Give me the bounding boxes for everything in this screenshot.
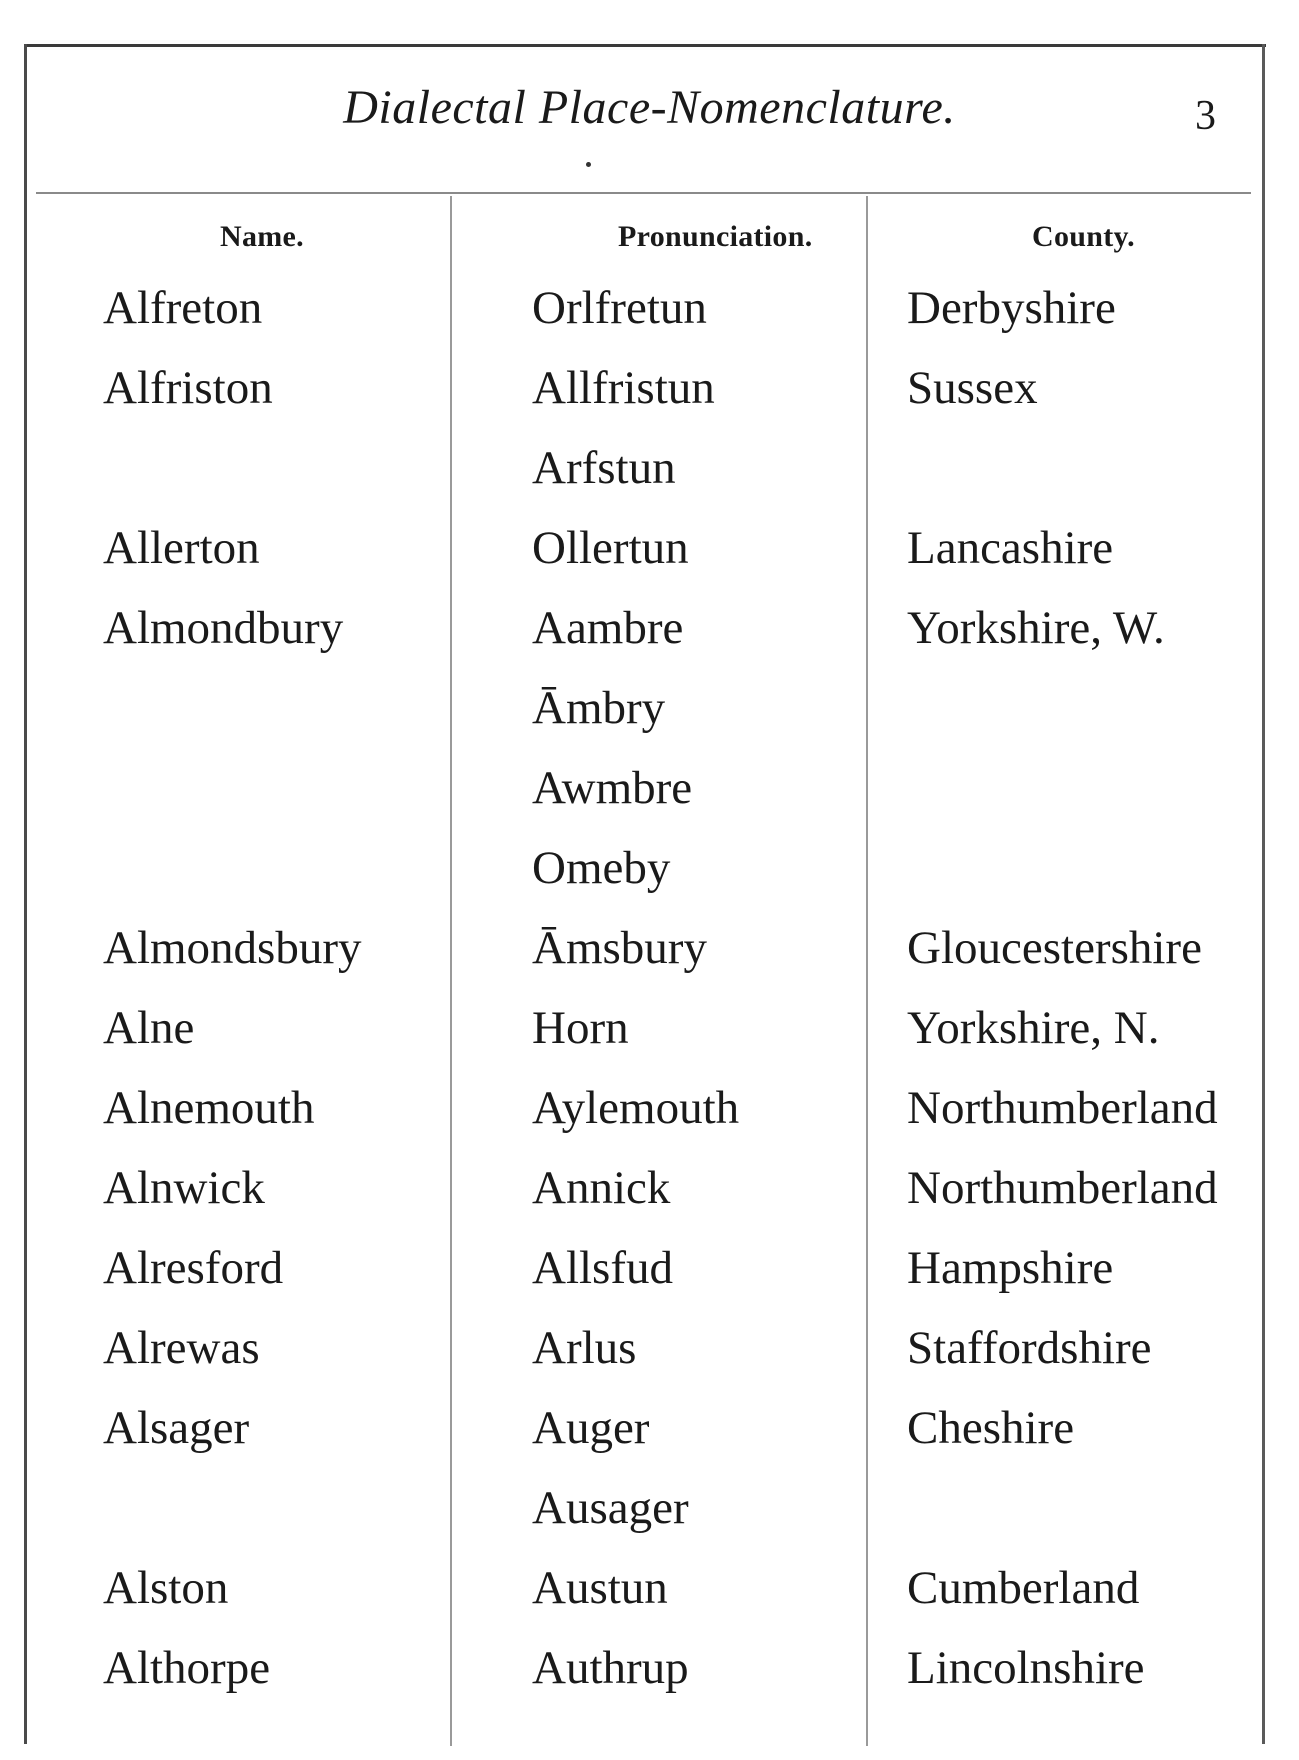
column-header-pronunciation: Pronunciation. — [618, 220, 813, 253]
place-name: Alrewas — [103, 1322, 260, 1374]
place-pronunciation: Ollertun — [532, 522, 689, 574]
place-county: Northumberland — [907, 1082, 1218, 1134]
table-row — [0, 348, 1299, 428]
place-pronunciation: Orlfretun — [532, 282, 707, 334]
table-row — [0, 1468, 1299, 1548]
place-pronunciation: Arfstun — [532, 442, 676, 494]
table-row — [0, 1228, 1299, 1308]
place-name: Alfriston — [103, 362, 273, 414]
place-name: Alne — [103, 1002, 195, 1054]
stray-dot-mark — [586, 162, 591, 167]
place-county: Northumberland — [907, 1162, 1218, 1214]
page-number: 3 — [1195, 93, 1216, 139]
table-row — [0, 668, 1299, 748]
running-title: Dialectal Place-Nomenclature. — [343, 81, 956, 134]
place-pronunciation: Authrup — [532, 1642, 689, 1694]
table-row — [0, 428, 1299, 508]
place-name: Althorpe — [103, 1642, 271, 1694]
place-pronunciation: Awmbre — [532, 762, 693, 814]
table-row — [0, 508, 1299, 588]
place-county: Gloucestershire — [907, 922, 1202, 974]
place-pronunciation: Allfristun — [532, 362, 715, 414]
place-name: Almondbury — [103, 602, 344, 654]
place-name: Allerton — [103, 522, 260, 574]
table-row — [0, 1628, 1299, 1708]
table-row — [0, 1308, 1299, 1388]
table-row — [0, 1548, 1299, 1628]
place-pronunciation: Omeby — [532, 842, 671, 894]
place-name: Alnemouth — [103, 1082, 315, 1134]
place-pronunciation: Aambre — [532, 602, 684, 654]
column-header-name: Name. — [220, 220, 304, 253]
place-pronunciation: Ausager — [532, 1482, 689, 1534]
place-name: Alnwick — [103, 1162, 265, 1214]
place-name: Almondsbury — [103, 922, 362, 974]
place-county: Sussex — [907, 362, 1038, 414]
place-name: Alston — [103, 1562, 229, 1614]
place-table — [0, 268, 1299, 1708]
place-county: Staffordshire — [907, 1322, 1152, 1374]
place-name: Alresford — [103, 1242, 284, 1294]
table-row — [0, 268, 1299, 348]
place-pronunciation: Austun — [532, 1562, 668, 1614]
table-row — [0, 1068, 1299, 1148]
table-row — [0, 908, 1299, 988]
table-row — [0, 588, 1299, 668]
table-row — [0, 988, 1299, 1068]
place-county: Yorkshire, N. — [907, 1002, 1160, 1054]
place-pronunciation: Āmbry — [532, 682, 666, 734]
frame-top-rule — [26, 44, 1266, 47]
place-county: Lancashire — [907, 522, 1114, 574]
column-header-county: County. — [1032, 220, 1135, 253]
place-pronunciation: Arlus — [532, 1322, 637, 1374]
place-pronunciation: Auger — [532, 1402, 650, 1454]
place-county: Lincolnshire — [907, 1642, 1145, 1694]
place-pronunciation: Annick — [532, 1162, 671, 1214]
place-county: Cheshire — [907, 1402, 1075, 1454]
place-pronunciation: Aylemouth — [532, 1082, 740, 1134]
table-row — [0, 828, 1299, 908]
table-row — [0, 748, 1299, 828]
table-row — [0, 1148, 1299, 1228]
place-county: Cumberland — [907, 1562, 1140, 1614]
header-rule — [36, 192, 1251, 194]
place-pronunciation: Āmsbury — [532, 922, 707, 974]
place-name: Alsager — [103, 1402, 250, 1454]
place-pronunciation: Allsfud — [532, 1242, 673, 1294]
place-county: Yorkshire, W. — [907, 602, 1165, 654]
place-county: Hampshire — [907, 1242, 1114, 1294]
table-row — [0, 1388, 1299, 1468]
place-pronunciation: Horn — [532, 1002, 629, 1054]
place-name: Alfreton — [103, 282, 263, 334]
place-county: Derbyshire — [907, 282, 1116, 334]
